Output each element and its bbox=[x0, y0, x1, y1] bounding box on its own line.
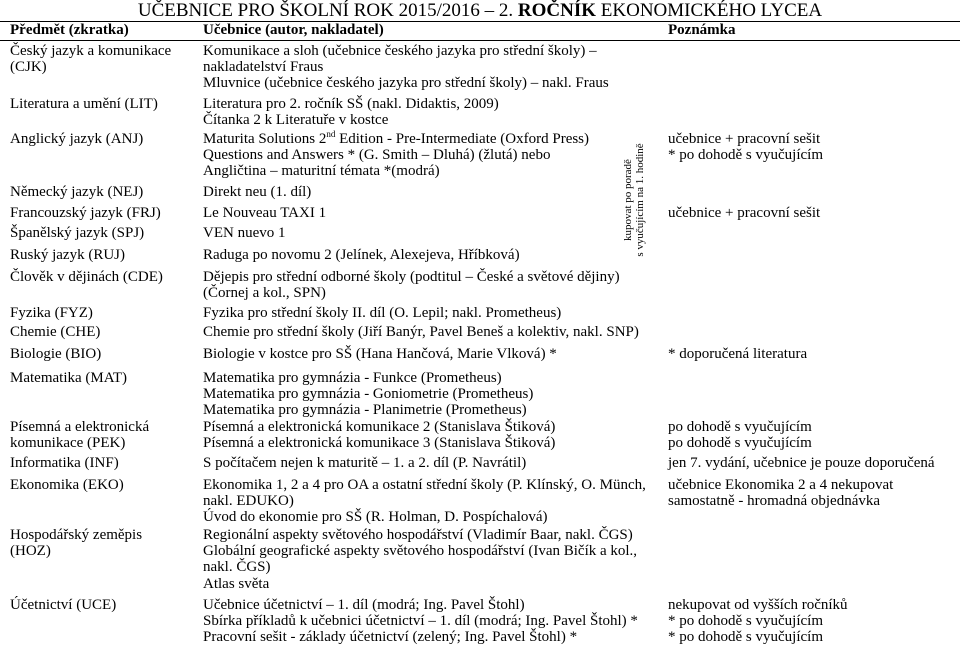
note-cell-line: učebnice + pracovní sešit bbox=[668, 131, 821, 147]
subject-cell-line: Český jazyk a komunikace bbox=[10, 43, 172, 59]
textbook-cell-line: Chemie pro střední školy (Jiří Banýr, Pavel Beneš a kolektiv, nakl. SNP) bbox=[203, 324, 639, 340]
note-cell bbox=[668, 597, 958, 646]
subject-cell bbox=[10, 247, 200, 263]
note-cell-line: po dohodě s vyučujícím bbox=[668, 435, 812, 452]
subject-cell bbox=[10, 225, 200, 241]
textbook-cell-line: Globální geografické aspekty světového hospodářství (Ivan Bičík a kol., bbox=[203, 543, 638, 560]
subject-cell-line: Německý jazyk (NEJ) bbox=[10, 184, 144, 200]
textbook-cell bbox=[203, 324, 653, 340]
textbook-cell bbox=[203, 225, 653, 241]
textbook-cell bbox=[203, 305, 653, 321]
textbook-cell-line: Raduga po novomu 2 (Jelínek, Alexejeva, Hříbková) bbox=[203, 247, 520, 263]
subject-cell-line: Informatika (INF) bbox=[10, 455, 119, 471]
subject-cell bbox=[10, 269, 200, 285]
note-cell-line: * po dohodě s vyučujícím bbox=[668, 629, 823, 646]
textbook-cell-line: Dějepis pro střední odborné školy (podtitul – České a světové dějiny) bbox=[203, 269, 620, 285]
header-note: Poznámka bbox=[668, 22, 736, 38]
textbook-cell-line: Úvod do ekonomie pro SŠ (R. Holman, D. Pospíchalová) bbox=[203, 509, 548, 526]
textbook-cell bbox=[203, 477, 653, 526]
subject-cell-line: Anglický jazyk (ANJ) bbox=[10, 131, 144, 147]
subject-cell-line: Matematika (MAT) bbox=[10, 370, 128, 386]
textbook-cell-line: Atlas světa bbox=[203, 575, 270, 592]
subject-cell-line: Chemie (CHE) bbox=[10, 324, 101, 340]
subject-cell-line: Francouzský jazyk (FRJ) bbox=[10, 205, 161, 221]
textbook-cell-line: Matematika pro gymnázia - Funkce (Prometheus) bbox=[203, 370, 502, 386]
textbook-cell bbox=[203, 269, 653, 301]
subject-cell bbox=[10, 96, 200, 112]
textbook-cell-line: nakladatelství Fraus bbox=[203, 59, 324, 76]
subject-cell-line: Účetnictví (UCE) bbox=[10, 597, 117, 613]
textbook-cell bbox=[203, 370, 653, 419]
header-textbook: Učebnice (autor, nakladatel) bbox=[203, 22, 384, 38]
textbook-cell-line: Literatura pro 2. ročník SŠ (nakl. Didaktis, 2009) bbox=[203, 96, 499, 112]
subject-cell-line: Biologie (BIO) bbox=[10, 346, 102, 362]
textbook-cell-line: VEN nuevo 1 bbox=[203, 225, 286, 241]
textbook-cell-line: S počítačem nejen k maturitě – 1. a 2. díl (P. Navrátil) bbox=[203, 455, 527, 471]
note-cell bbox=[668, 205, 958, 221]
textbook-cell-line: Questions and Answers * (G. Smith – Dluhá) (žlutá) nebo bbox=[203, 147, 551, 164]
textbook-cell-line: Čítanka 2 k Literatuře v kostce bbox=[203, 112, 389, 129]
subject-cell-line: Ekonomika (EKO) bbox=[10, 477, 124, 493]
note-cell bbox=[668, 419, 958, 451]
textbook-cell-line: Ekonomika 1, 2 a 4 pro OA a ostatní střední školy (P. Klínský, O. Münch, bbox=[203, 477, 646, 493]
document-title: UČEBNICE PRO ŠKOLNÍ ROK 2015/2016 – 2. ROČNÍK EKONOMICKÉHO LYCEA bbox=[137, 0, 823, 21]
subject-cell bbox=[10, 184, 200, 200]
subject-cell bbox=[10, 477, 200, 493]
textbook-cell-line: Le Nouveau TAXI 1 bbox=[203, 205, 327, 221]
textbook-cell bbox=[203, 597, 653, 646]
textbook-cell-line: Mluvnice (učebnice českého jazyka pro střední školy) – nakl. Fraus bbox=[203, 75, 609, 92]
subject-cell bbox=[10, 131, 200, 147]
note-cell-line: učebnice + pracovní sešit bbox=[668, 205, 821, 221]
note-cell bbox=[668, 346, 958, 362]
subject-cell bbox=[10, 597, 200, 613]
textbook-cell-line: Písemná a elektronická komunikace 3 (Stanislava Štiková) bbox=[203, 435, 556, 452]
textbook-cell-line: Matematika pro gymnázia - Planimetrie (Prometheus) bbox=[203, 402, 527, 419]
subject-cell bbox=[10, 305, 200, 321]
subject-cell bbox=[10, 43, 200, 75]
subject-cell-line: Literatura a umění (LIT) bbox=[10, 96, 158, 112]
subject-cell-line: Fyzika (FYZ) bbox=[10, 305, 93, 321]
textbook-cell-line: Direkt neu (1. díl) bbox=[203, 184, 312, 200]
textbook-cell-line: Komunikace a sloh (učebnice českého jazyka pro střední školy) – bbox=[203, 43, 597, 59]
textbook-cell-line: Učebnice účetnictví – 1. díl (modrá; Ing. Pavel Štohl) bbox=[203, 597, 525, 613]
textbook-cell bbox=[203, 419, 653, 451]
subject-cell-line: komunikace (PEK) bbox=[10, 435, 126, 452]
textbook-cell-line: nakl. ČGS) bbox=[203, 559, 271, 576]
textbook-cell-line: (Čornej a kol., SPN) bbox=[203, 285, 326, 302]
header-bottom-rule bbox=[0, 40, 960, 41]
textbook-cell-line: Regionální aspekty světového hospodářství (Vladimír Baar, nakl. ČGS) bbox=[203, 527, 633, 543]
textbook-cell-line: Biologie v kostce pro SŠ (Hana Hančová, Marie Vlková) * bbox=[203, 346, 557, 362]
textbook-cell bbox=[203, 131, 653, 180]
note-cell-line: * po dohodě s vyučujícím bbox=[668, 147, 823, 164]
subject-cell-line: Hospodářský zeměpis bbox=[10, 527, 143, 543]
note-cell-line: * po dohodě s vyučujícím bbox=[668, 613, 823, 630]
textbook-cell-line: nakl. EDUKO) bbox=[203, 493, 294, 510]
subject-cell bbox=[10, 419, 200, 451]
subject-cell bbox=[10, 205, 200, 221]
textbook-cell bbox=[203, 247, 653, 263]
subject-cell-line: (CJK) bbox=[10, 59, 47, 76]
note-cell-line: jen 7. vydání, učebnice je pouze doporučená bbox=[668, 455, 935, 471]
subject-cell-line: Španělský jazyk (SPJ) bbox=[10, 225, 145, 241]
note-cell-line: učebnice Ekonomika 2 a 4 nekupovat bbox=[668, 477, 894, 493]
textbook-cell bbox=[203, 346, 653, 362]
textbook-cell-line: Fyzika pro střední školy II. díl (O. Lepil; nakl. Prometheus) bbox=[203, 305, 562, 321]
subject-cell bbox=[10, 370, 200, 386]
note-cell-line: nekupovat od vyšších ročníků bbox=[668, 597, 848, 613]
textbook-cell bbox=[203, 43, 653, 92]
textbook-cell bbox=[203, 527, 653, 592]
textbook-cell bbox=[203, 184, 653, 200]
header-subject: Předmět (zkratka) bbox=[10, 22, 129, 38]
subject-cell bbox=[10, 324, 200, 340]
subject-cell bbox=[10, 455, 200, 471]
textbook-cell-line: Maturita Solutions 2nd Edition - Pre-Intermediate (Oxford Press) bbox=[203, 129, 590, 147]
subject-cell bbox=[10, 346, 200, 362]
textbook-cell bbox=[203, 96, 653, 128]
subject-cell-line: Ruský jazyk (RUJ) bbox=[10, 247, 125, 263]
textbook-cell-line: Matematika pro gymnázia - Goniometrie (Prometheus) bbox=[203, 386, 534, 403]
note-cell bbox=[668, 131, 958, 163]
note-cell-line: po dohodě s vyučujícím bbox=[668, 419, 812, 435]
subject-cell-line: Písemná a elektronická bbox=[10, 419, 150, 435]
note-cell-line: samostatně - hromadná objednávka bbox=[668, 493, 881, 510]
subject-cell bbox=[10, 527, 200, 559]
textbook-cell bbox=[203, 455, 653, 471]
textbook-cell-line: Sbírka příkladů k učebnici účetnictví – 1. díl (modrá; Ing. Pavel Štohl) * bbox=[203, 613, 638, 630]
header-top-rule bbox=[0, 21, 960, 22]
textbook-cell bbox=[203, 205, 653, 221]
subject-cell-line: (HOZ) bbox=[10, 543, 51, 560]
subject-cell-line: Člověk v dějinách (CDE) bbox=[10, 269, 163, 285]
note-cell bbox=[668, 477, 958, 509]
textbook-cell-line: Písemná a elektronická komunikace 2 (Stanislava Štiková) bbox=[203, 419, 556, 435]
note-cell-line: * doporučená literatura bbox=[668, 346, 808, 362]
vertical-note: kupovat po poradě s vyučujícím na 1. hodině bbox=[622, 143, 646, 257]
textbook-cell-line: Pracovní sešit - základy účetnictví (zelený; Ing. Pavel Štohl) * bbox=[203, 629, 578, 646]
note-cell bbox=[668, 455, 958, 471]
textbook-cell-line: Angličtina – maturitní témata *(modrá) bbox=[203, 163, 440, 180]
